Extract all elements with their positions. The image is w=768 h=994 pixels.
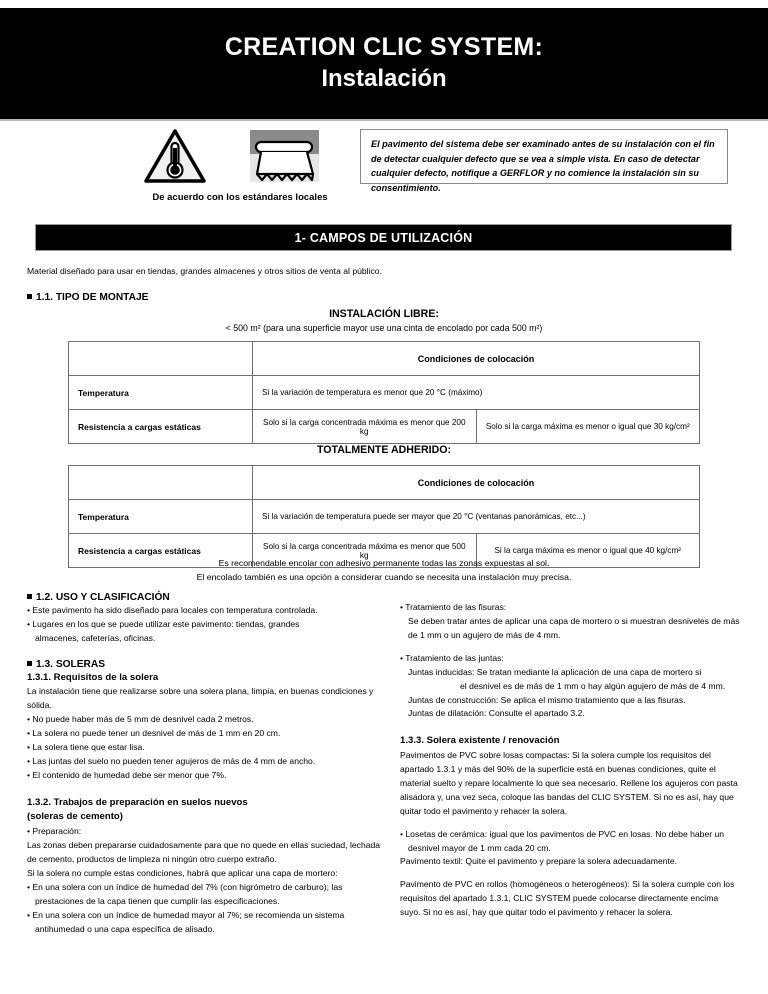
table-row-label: Resistencia a cargas estáticas: [69, 534, 253, 568]
bullet-1-2-1: • Este pavimento ha sido diseñado para locales con temperatura controlada.: [27, 605, 318, 615]
list-item: • El contenido de humedad debe ser menor que 7%.: [27, 769, 227, 780]
heading-1-3: [27, 659, 389, 670]
left-text-column: [27, 592, 389, 936]
table-cell-value: Si la variación de temperatura es menor que 20 °C (máximo): [253, 376, 700, 410]
juntas-label: • Tratamiento de las juntas:: [400, 652, 504, 663]
list-item: • La solera no puede tener un desnivel de más de 1 mm en 20 cm.: [27, 728, 281, 739]
installation-libre-title: INSTALACIÓN LIBRE:: [329, 308, 439, 320]
table-corner-blank: [69, 342, 253, 376]
heading-1-3-2-line-1: 1.3.2. Trabajos de preparación en suelos nuevos: [27, 796, 248, 808]
table-column-header: Condiciones de colocación: [253, 466, 700, 500]
paragraph-1-3-1: La instalación tiene que realizarse sobre una solera plana, limpia, en buenas condiciones y sólida.: [27, 686, 374, 711]
table-totalmente-adherido: [68, 465, 700, 568]
table-cell-value: Solo si la carga máxima es menor o igual que 30 kg/cm²: [476, 410, 700, 444]
warning-thermometer-icon: [144, 128, 206, 184]
list-item: • En una solera con un índice de humedad mayor al 7%; se recomienda un sistema antihumedad o una capa específica de alisado.: [27, 909, 345, 934]
floor-roll-cut-icon: [247, 128, 322, 184]
heading-1-2-label: 1.2. USO Y CLASIFICACIÓN: [36, 592, 170, 603]
document-header-band: [0, 8, 768, 119]
list-item: • La solera tiene que estar lisa.: [27, 742, 145, 753]
encolado-recommendation-block: [0, 556, 768, 584]
preparation-paragraph-1: Las zonas deben prepararse cuidadosamente para que no quede en ellas suciedad, lechada de cemento, productos de limpieza ni ningún otro cuerpo extraño.: [27, 839, 381, 864]
section-banner-label: 1- CAMPOS DE UTILIZACIÓN: [294, 230, 473, 245]
heading-1-3-3: 1.3.3. Solera existente / renovación: [400, 735, 560, 747]
table-row: [69, 342, 700, 376]
inspection-notice-box: [360, 129, 728, 194]
spacer: [400, 869, 740, 878]
encolado-note-line-2: El encolado también es una opción a considerar cuando se necesita una instalación muy precisa.: [196, 572, 572, 583]
preparation-label: • Preparación:: [27, 826, 82, 837]
table-instalacion-libre: [68, 341, 700, 444]
paragraph-pavimento-textil: Pavimento textil: Quite el pavimento y prepare la solera adecuadamente.: [400, 856, 678, 867]
square-bullet-icon: [27, 661, 32, 666]
table-row-label: Temperatura: [69, 376, 253, 410]
section-intro-text: Material diseñado para usar en tiendas, grandes almacenes y otros sitios de venta al público.: [27, 266, 382, 276]
list-item-ceramica: • Losetas de cerámica: igual que los pavimentos de PVC en losas. No debe haber un desnivel mayor de 1 mm cada 20 cm.: [400, 828, 725, 853]
heading-1-3-2-line-2: (soleras de cemento): [27, 811, 123, 823]
subsection-heading-1-1-label: 1.1. TIPO DE MONTAJE: [36, 292, 149, 303]
table-row: [69, 376, 700, 410]
encolado-note-line-1: Es recomendable encolar con adhesivo permanente todas las zonas expuestas al sol.: [218, 558, 550, 568]
document-title-main: CREATION CLIC SYSTEM:: [224, 33, 544, 62]
spacer: [400, 819, 740, 828]
square-bullet-icon: [27, 294, 32, 299]
fisuras-text: Se deben tratar antes de aplicar una capa de mortero o si muestran desniveles de más de 1 mm o un agujero de más de 4 mm.: [408, 615, 740, 640]
table-row: [69, 466, 700, 500]
juntas-construccion: Juntas de construcción: Se aplica el mismo tratamiento que a las fisuras.: [408, 694, 686, 705]
document-title-sub: Instalación: [321, 64, 447, 92]
list-item: • Las juntas del suelo no pueden tener agujeros de más de 4 mm de ancho.: [27, 755, 316, 766]
table-column-header: Condiciones de colocación: [253, 342, 700, 376]
paragraph-pvc-rollos: Pavimento de PVC en rollos (homogéneos o heterogéneos): Si la solera cumple con los requisitos del apartado 1.3.1, CLIC SYSTEM puede colocarse directamente encima suyo. Si no es así, hay que quitar todo el pavimento y rehacer la solera.: [400, 879, 735, 918]
list-item: • No puede haber más de 5 mm de desnivel cada 2 metros.: [27, 714, 254, 725]
inspection-notice-text: El pavimento del sistema debe ser examinado antes de su instalación con el fin de detectar cualquier defecto que se vea a simple vista. En caso de detectar cualquier defecto, notifique a GERFLOR y no comience la instalación sin su consentimiento.: [371, 139, 715, 194]
juntas-inducidas-lead: Juntas inducidas: Se tratan mediante la aplicación de una capa de mortero si: [408, 666, 702, 677]
table-cell-value: Solo si la carga concentrada máxima es menor que 500 kg: [253, 534, 477, 568]
installation-adherido-title: TOTALMENTE ADHERIDO:: [317, 444, 451, 456]
spacer: [400, 643, 740, 652]
spacer: [400, 721, 740, 734]
table-row-label: Temperatura: [69, 500, 253, 534]
icon-caption-local-standards: De acuerdo con los estándares locales: [152, 192, 328, 203]
bullet-1-2-2-continued: almacenes, cafeterías, oficinas.: [35, 632, 156, 643]
table-cell-value: Si la variación de temperatura puede ser mayor que 20 °C (ventanas panorámicas, etc...): [253, 500, 700, 534]
spacer: [27, 783, 389, 796]
table-cell-value: Si la carga máxima es menor o igual que 40 kg/cm²: [476, 534, 700, 568]
juntas-inducidas-continued: el desnivel es de más de 1 mm o hay algún agujero de más de 4 mm.: [460, 680, 726, 691]
heading-1-3-1: 1.3.1. Requisitos de la solera: [27, 671, 159, 683]
installation-libre-note: < 500 m² (para una superficie mayor use una cinta de encolado por cada 500 m²): [225, 323, 543, 333]
table-row: [69, 410, 700, 444]
subsection-heading-1-1: [27, 292, 148, 303]
section-banner-campos-de-utilizacion: [35, 224, 732, 251]
fisuras-label: • Tratamiento de las fisuras:: [400, 602, 507, 612]
icon-strip: [0, 126, 768, 208]
heading-1-2: [27, 592, 389, 603]
table-cell-value: Solo si la carga concentrada máxima es menor que 200 kg: [253, 410, 477, 444]
table-row: [69, 500, 700, 534]
table-row-label: Resistencia a cargas estáticas: [69, 410, 253, 444]
preparation-paragraph-2: Si la solera no cumple estas condiciones, habrá que aplicar una capa de mortero:: [27, 867, 338, 878]
list-item: • En una solera con un índice de humedad del 7% (con higrómetro de carburo); las prestaciones de la capa tienen que cumplir las especificaciones.: [27, 881, 343, 906]
juntas-dilatacion: Juntas de dilatación: Consulte el apartado 3.2.: [408, 708, 585, 719]
header-divider-rule: [0, 119, 768, 121]
spacer: [27, 646, 389, 659]
heading-1-3-label: 1.3. SOLERAS: [36, 658, 106, 670]
bullet-1-2-2: • Lugares en los que se puede utilizar este pavimento: tiendas, grandes: [27, 618, 300, 629]
table-corner-blank: [69, 466, 253, 500]
square-bullet-icon: [27, 594, 32, 599]
right-text-column: [400, 601, 740, 920]
paragraph-1-3-3: Pavimentos de PVC sobre losas compactas: Si la solera cumple los requisitos del apartado 1.3.1 y más del 90% de la superficie está en buenas condiciones, quite el material suelto y repare localmente lo que sea necesario. Rellene los agujeros con pasta alisadora y, una vez seca, coloque las bandas del CLIC SYSTEM. Si no es así, hay que quitar todo el pavimento y rehacer la solera.: [400, 749, 738, 816]
